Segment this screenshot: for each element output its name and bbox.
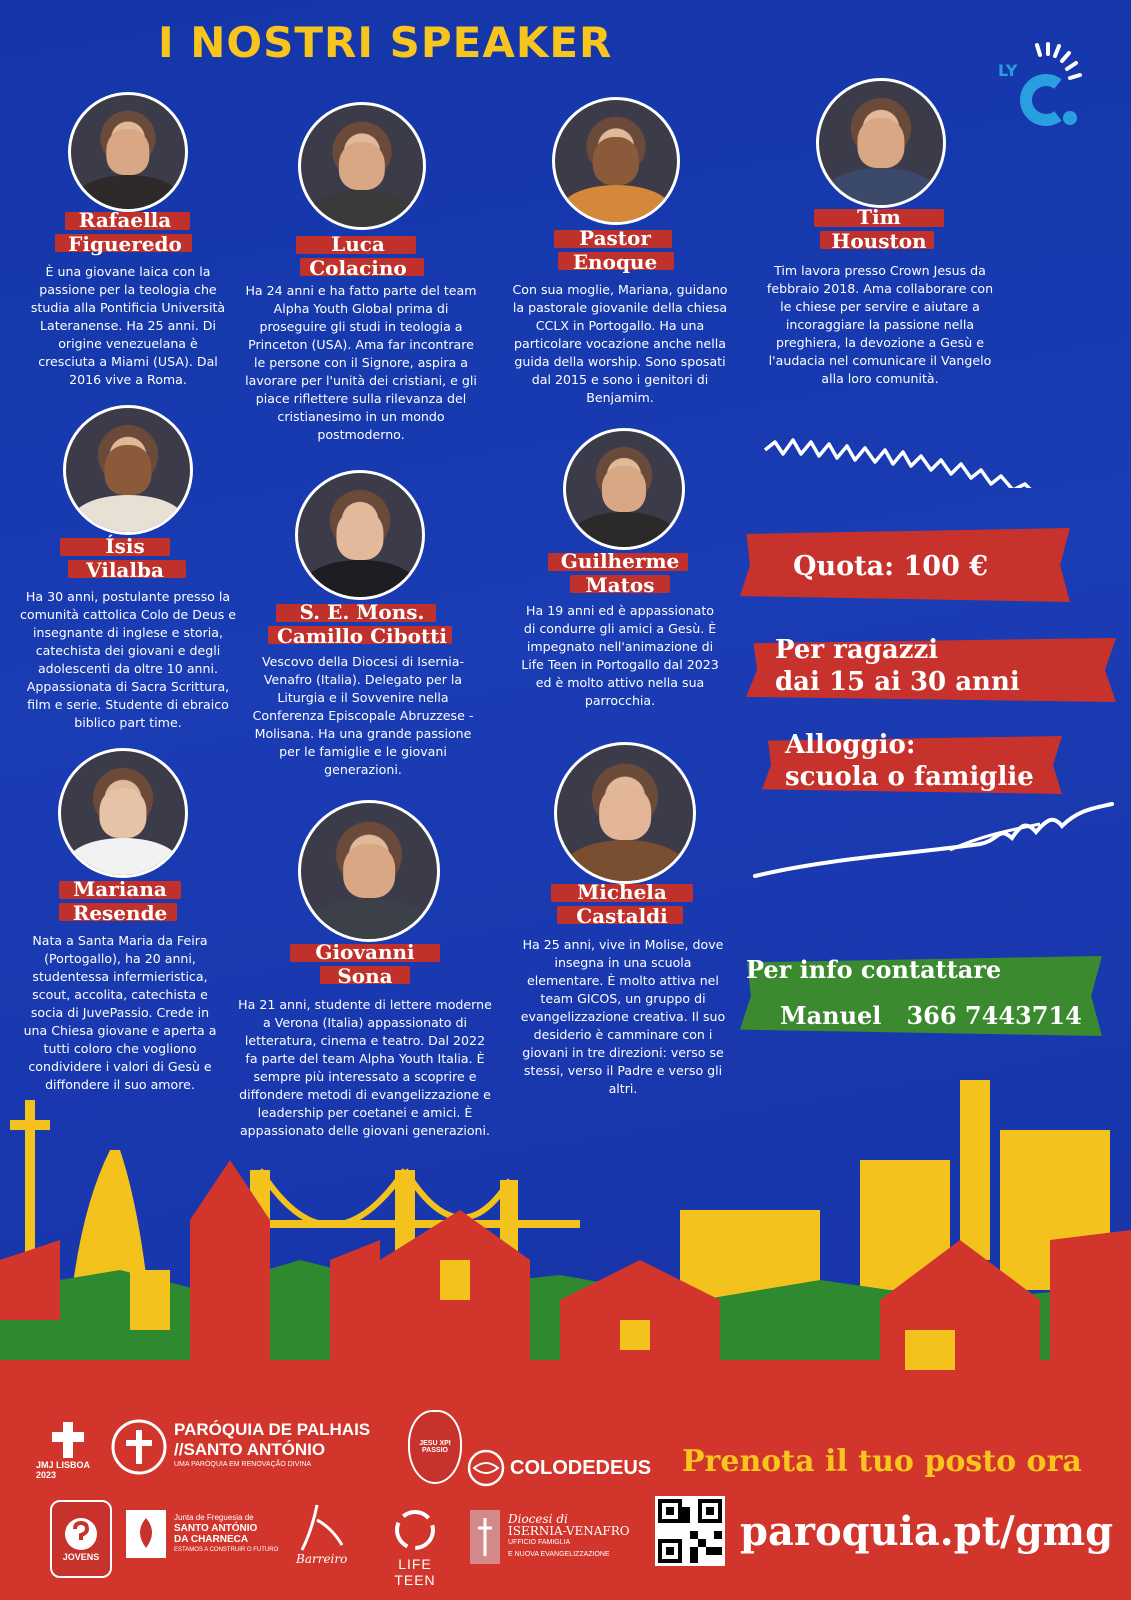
- avatar-guilherme: [563, 428, 685, 550]
- question-mark-icon: [63, 1516, 99, 1552]
- speaker-bio-michela: Ha 25 anni, vive in Molise, dove insegna in una scuola elementare. È molto attiva nel team GICOS, un gruppo di evangelizzazione creativa. Il suo desiderio è camminare con i giovani in tre direzioni: verso se stessi, verso il Padre e verso gli altri.: [520, 937, 726, 1096]
- parish-logo: PARÓQUIA DE PALHAIS //SANTO ANTÓNIO UMA PARÓQUIA EM RENOVAÇÃO DIVINA: [110, 1418, 390, 1478]
- jovens-logo: JOVENS: [50, 1500, 112, 1578]
- speaker-name-cibotti: S. E. Mons. Camillo Cibotti: [262, 600, 462, 648]
- lodging-text: Alloggio: scuola o famiglie: [785, 730, 1034, 792]
- avatar-cibotti: [295, 470, 425, 600]
- diocesi-emblem-icon: [468, 1508, 502, 1566]
- barreiro-figure-icon: [292, 1500, 352, 1555]
- speaker-bio-luca: Ha 24 anni e ha fatto parte del team Alpha Youth Global prima di proseguire gli studi in teologia a Princeton (USA). Ama far incontrare le persone con il Signore, aspira a lavorare per l'unità dei cristiani, e gli piace riflettere sulla rilevanza del cristianesimo in un mondo postmoderno.: [245, 283, 477, 442]
- jesu-xpi-passio-logo: JESU XPI PASSIO: [408, 1410, 462, 1484]
- speaker-bio-mariana: Nata a Santa Maria da Feira (Portogallo), ha 20 anni, studentessa infermieristica, scout, accolita, catechista e socia di JuvePassio. Crede in una Chiesa giovane e aperta a tutti coloro che vogliono condividere i valori di Gesù e diffondere il suo amore.: [23, 933, 217, 1092]
- speaker-name-isis: Ísis Vilalba: [50, 534, 200, 582]
- speaker-bio-enoque: Con sua moglie, Mariana, guidano la pastorale giovanile della chiesa CCLX in Portogallo. Ha una particolare vocazione anche nella guida della worship. Sono sposati dal 2015 e sono i genitori di Benjamim.: [512, 282, 728, 405]
- cross-icon: [48, 1420, 88, 1460]
- speaker-bio-giovanni: Ha 21 anni, studente di lettere moderne a Verona (Italia) appassionato di letteratura, cinema e teatro. Dal 2022 fa parte del team Alpha Youth Italia. È sempre più interessato a scoprire e diffondere metodi di evangelizzazione e leadership per coetanei e amici. È appassionato delle giovani generazioni.: [238, 997, 492, 1138]
- squiggle-bottom-decoration: [750, 796, 1120, 886]
- age-text: Per ragazzi dai 15 ai 30 anni: [775, 635, 1020, 697]
- lifeteen-swirl-icon: [393, 1508, 437, 1552]
- speaker-name-rafaella: Rafaella Figueredo: [40, 208, 210, 256]
- junta-logo: Junta de Freguesia de SANTO ANTÓNIO DA CHARNECA ESTAMOS A CONSTRUIR O FUTURO: [124, 1508, 278, 1560]
- fish-circle-icon: [466, 1448, 506, 1488]
- speaker-bio-isis: Ha 30 anni, postulante presso la comunità cattolica Colo de Deus e insegnante di inglese e storia, catechista dei giovani e degli adolescenti da oltre 10 anni. Appassionata di Sacra Scrittura, film e serie. Studente di ebraico biblico part time.: [19, 589, 237, 730]
- speaker-bio-guilherme: Ha 19 anni ed è appassionato di condurre gli amici a Gesù. È impegnato nell'animazione di Life Teen in Portogallo dal 2023 ed è molto attivo nella sua parrocchia.: [521, 603, 719, 708]
- parish-emblem-icon: [110, 1418, 168, 1476]
- avatar-enoque: [552, 97, 680, 225]
- url-link[interactable]: paroquia.pt/gmg: [740, 1508, 1114, 1555]
- avatar-isis: [63, 405, 193, 535]
- avatar-michela: [554, 742, 696, 884]
- flower-emblem-icon: [124, 1508, 168, 1560]
- speaker-name-giovanni: Giovanni Sona: [290, 940, 440, 988]
- contact-label: Per info contattare: [746, 955, 1002, 984]
- speaker-name-enoque: Pastor Enoque: [540, 226, 690, 274]
- speaker-name-luca: Luca Colacino: [278, 232, 438, 280]
- speaker-name-michela: Michela Castaldi: [547, 880, 697, 928]
- avatar-tim: [816, 78, 946, 208]
- avatar-luca: [298, 102, 426, 230]
- speaker-name-guilherme: Guilherme Matos: [540, 549, 700, 597]
- avatar-giovanni: [298, 800, 440, 942]
- barreiro-logo: Barreiro: [292, 1500, 362, 1575]
- speaker-bio-tim: Tim lavora presso Crown Jesus da febbraio 2018. Ama collaborare con le chiese per servire e aiutare a incoraggiare la passione nella preghiera, la devozione a Gesù e l'audacia nel comunicare il Vangelo alla loro comunità.: [766, 263, 994, 386]
- speaker-bio-rafaella: È una giovane laica con la passione per la teologia che studia alla Pontificia Università Lateranense. Ha 25 anni. Di origine venezuelana è cresciuta a Miami (USA). Dal 2016 vive a Roma.: [30, 264, 226, 387]
- contact-value: Manuel 366 7443714: [780, 1001, 1082, 1030]
- squiggle-top-decoration: [760, 428, 1060, 488]
- lyc-logo: [996, 36, 1091, 131]
- avatar-rafaella: [68, 92, 188, 212]
- quota-text: Quota: 100 €: [793, 551, 989, 582]
- avatar-mariana: [58, 748, 188, 878]
- qr-code[interactable]: [655, 1496, 725, 1566]
- speaker-name-tim: Tim Houston: [804, 205, 954, 253]
- jmj-logo: JMJ LISBOA 2023: [36, 1418, 100, 1482]
- lifeteen-logo: LIFE TEEN: [376, 1508, 454, 1578]
- diocesi-logo: Diocesi di ISERNIA-VENAFRO UFFICIO FAMIGLIA E NUOVA EVANGELIZZAZIONE: [468, 1508, 630, 1566]
- colodedeus-logo: COLODEDEUS: [466, 1448, 651, 1488]
- page-title: I NOSTRI SPEAKER: [158, 18, 613, 67]
- speaker-bio-cibotti: Vescovo della Diocesi di Isernia-Venafro (Italia). Delegato per la Liturgia e il Sovvenire nella Conferenza Episcopale Abruzzese - Molisana. Ha una grande passione per le famiglie e le giovani generazioni.: [252, 654, 474, 777]
- cta-text: Prenota il tuo posto ora: [682, 1444, 1082, 1479]
- svg-text:LY: LY: [998, 61, 1018, 80]
- speaker-name-mariana: Mariana Resende: [45, 877, 195, 925]
